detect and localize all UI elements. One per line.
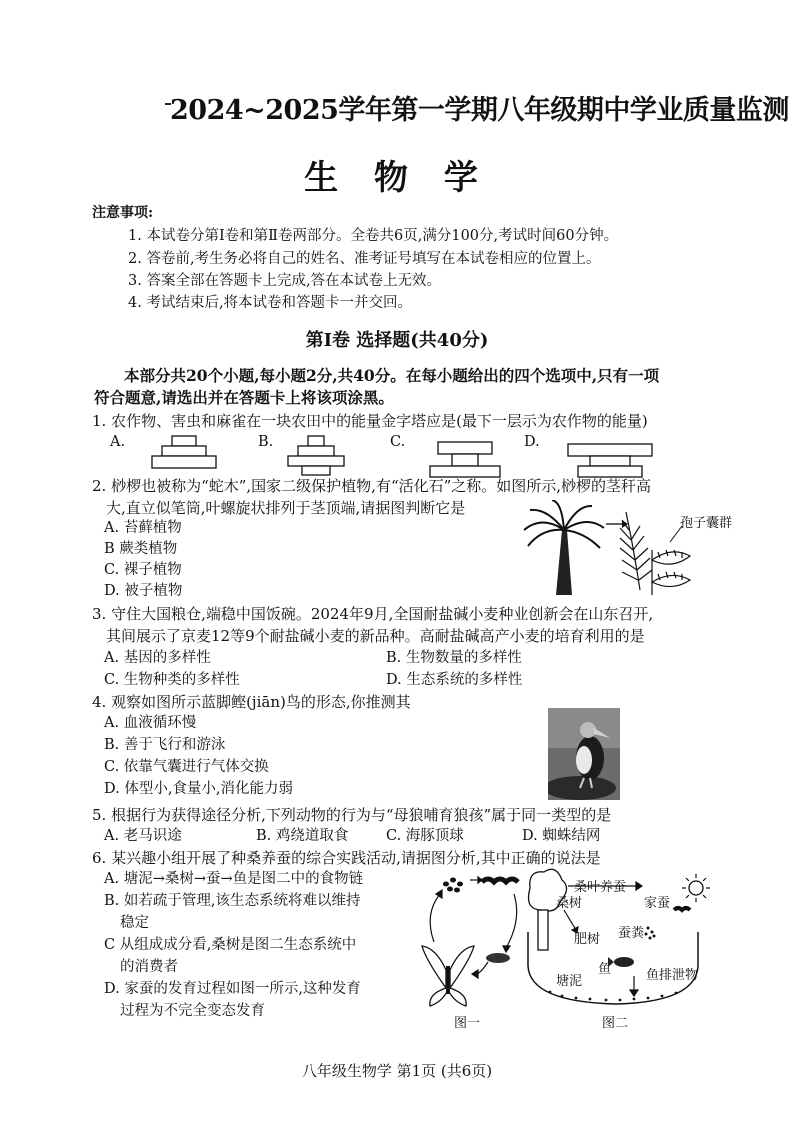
- intro-line-2: 符合题意,请选出并在答题卡上将该项涂黑。: [94, 388, 394, 407]
- notice-item-1: 1. 本试卷分第Ⅰ卷和第Ⅱ卷两部分。全卷共6页,满分100分,考试时间60分钟。: [128, 228, 619, 244]
- section-intro: [94, 365, 714, 409]
- notice-item-4: 4. 考试结束后,将本试卷和答题卡一并交回。: [128, 295, 413, 311]
- exam-title: 2024~2025学年第一学期八年级期中学业质量监测: [170, 95, 789, 126]
- notice-item-3: 3. 答案全部在答题卡上完成,答在本试卷上无效。: [128, 273, 442, 289]
- pyramid-b: [282, 432, 362, 480]
- q5-option-b: B. 鸡绕道取食: [256, 828, 349, 844]
- pyramid-a: [150, 432, 230, 480]
- page-footer: 八年级生物学 第1页 (共6页): [301, 1062, 493, 1080]
- q4-option-a: A. 血液循环慢: [104, 715, 197, 731]
- subject-title: 生 物 学: [304, 158, 490, 198]
- q3-stem-line-2: 其间展示了京麦12等9个耐盐碱小麦的新品种。高耐盐碱高产小麦的培育利用的是: [106, 627, 645, 645]
- q6-option-c-cont: 的消费者: [120, 959, 178, 975]
- q2-option-a: A. 苔藓植物: [104, 520, 182, 536]
- q3-option-a: A. 基因的多样性: [104, 650, 211, 666]
- q4-option-d: D. 体型小,食量小,消化能力弱: [104, 781, 294, 797]
- booby-bird-photo: [548, 708, 620, 800]
- q6-option-b: B. 如若疏于管理,该生态系统将难以维持: [104, 893, 361, 909]
- q1-option-b: B.: [258, 434, 274, 450]
- pyramid-c: [420, 432, 510, 480]
- q3-option-c: C. 生物种类的多样性: [104, 672, 240, 688]
- section-title: 第Ⅰ卷 选择题(共40分): [305, 330, 489, 351]
- q5-option-d: D. 蜘蛛结网: [522, 828, 601, 844]
- notice-heading: 注意事项:: [92, 205, 154, 221]
- q6-option-b-cont: 稳定: [120, 915, 149, 931]
- q5-option-c: C. 海豚顶球: [386, 828, 464, 844]
- q1-option-a: A.: [110, 434, 126, 450]
- q1-option-d: D.: [524, 434, 540, 450]
- fig2-label: 图二: [602, 1016, 629, 1031]
- q1-option-c: C.: [390, 434, 406, 450]
- fig2-term-pond-mud: 塘泥: [556, 974, 583, 989]
- fig2-term-mulberry: 桑树: [556, 896, 583, 911]
- spore-label: 孢子囊群: [680, 516, 733, 531]
- q6-stem: 6. 某兴趣小组开展了种桑养蚕的综合实践活动,请据图分析,其中正确的说法是: [92, 849, 601, 867]
- pyramid-d: [560, 432, 660, 480]
- q2-option-c: C. 裸子植物: [104, 562, 182, 578]
- q6-option-c: C 从组成成分看,桑树是图二生态系统中: [104, 937, 357, 953]
- q3-option-d: D. 生态系统的多样性: [386, 672, 523, 688]
- q1-stem: 1. 农作物、害虫和麻雀在一块农田中的能量金字塔应是(最下一层示为农作物的能量): [92, 412, 648, 430]
- fig2-term-silkworm: 家蚕: [644, 896, 671, 911]
- q4-stem: 4. 观察如图所示蓝脚鲣(jiān)鸟的形态,你推测其: [92, 693, 411, 711]
- q4-option-b: B. 善于飞行和游泳: [104, 737, 226, 753]
- q2-stem-line-2: 大,直立似笔筒,叶螺旋状排列于茎顶端,请据图判断它是: [106, 499, 466, 517]
- fig2-term-fertilize: 肥树: [574, 932, 601, 947]
- q4-option-c: C. 依靠气囊进行气体交换: [104, 759, 269, 775]
- fig2-term-fish: 鱼: [598, 962, 612, 977]
- intro-line-1: 本部分共20个小题,每小题2分,共40分。在每小题给出的四个选项中,只有一项: [124, 366, 660, 385]
- fig2-term-mulberry-silkworm: 桑叶养蚕: [574, 880, 627, 895]
- notice-item-2: 2. 答卷前,考生务必将自己的姓名、准考证号填写在本试卷相应的位置上。: [128, 251, 601, 267]
- q6-option-a: A. 塘泥→桑树→蚕→鱼是图二中的食物链: [104, 871, 364, 887]
- q6-option-d-cont: 过程为不完全变态发育: [120, 1003, 265, 1019]
- q2-option-d: D. 被子植物: [104, 583, 183, 599]
- silkworm-lifecycle-diagram: [418, 870, 528, 1010]
- q2-option-b: B 蕨类植物: [104, 541, 178, 557]
- q3-stem-line-1: 3. 守住大国粮仓,端稳中国饭碗。2024年9月,全国耐盐碱小麦种业创新会在山东召开,: [92, 605, 654, 623]
- q2-stem-line-1: 2. 桫椤也被称为“蛇木”,国家二级保护植物,有“活化石”之称。如图所示,桫椤的茎秆高: [92, 477, 652, 495]
- fig2-term-fish-waste: 鱼排泄物: [646, 968, 699, 983]
- fig1-label: 图一: [454, 1016, 481, 1031]
- q6-option-d: D. 家蚕的发育过程如图一所示,这种发育: [104, 981, 361, 997]
- q5-option-a: A. 老马识途: [104, 828, 182, 844]
- q5-stem: 5. 根据行为获得途径分析,下列动物的行为与“母狼哺育狼孩”属于同一类型的是: [92, 806, 612, 824]
- q3-option-b: B. 生物数量的多样性: [386, 650, 522, 666]
- fig2-term-droppings: 蚕粪: [618, 926, 645, 941]
